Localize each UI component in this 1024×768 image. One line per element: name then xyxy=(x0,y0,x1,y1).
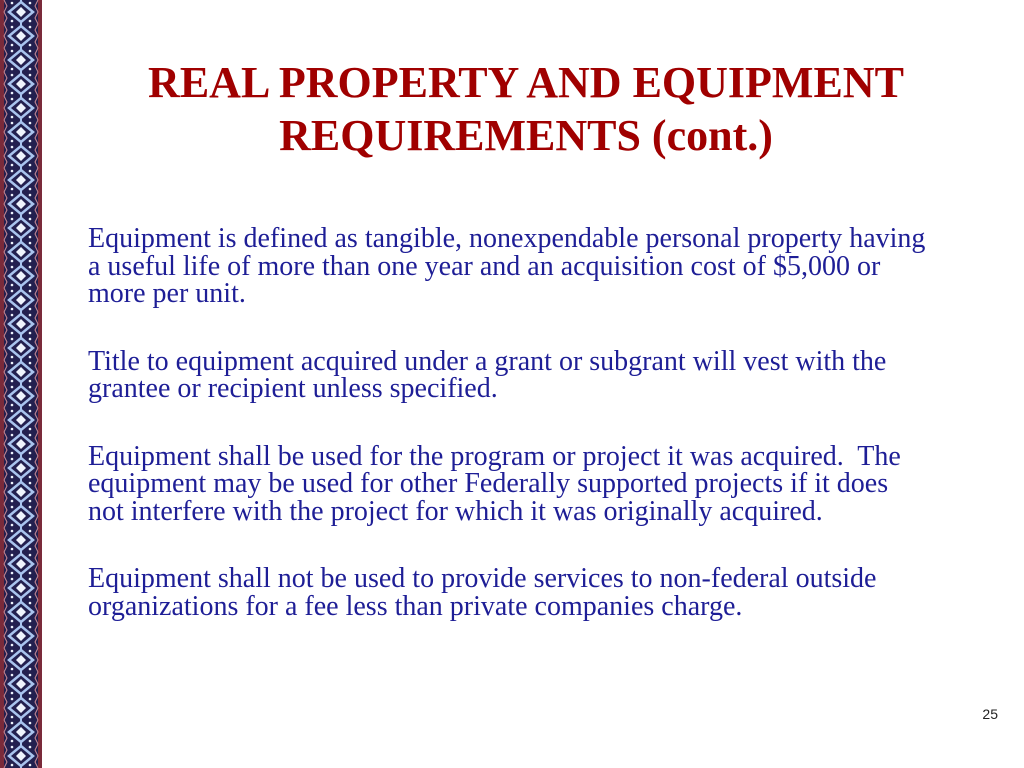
text-line: not interfere with the project for which it was originally acquired. xyxy=(88,495,823,527)
paragraph-title-to-equipment xyxy=(88,345,988,404)
paragraph-services-restriction xyxy=(88,565,988,620)
text-line: organizations for a fee less than private companies charge. xyxy=(88,590,743,622)
text-line: Equipment shall be used for the program or project it was acquired. The xyxy=(88,440,901,472)
page-number: 25 xyxy=(982,706,998,722)
paragraph-equipment-use xyxy=(88,440,988,527)
slide-title xyxy=(42,56,1010,162)
text-line: Equipment shall not be used to provide services to non-federal outside xyxy=(88,563,877,594)
text-line: grantee or recipient unless specified. xyxy=(88,373,498,404)
paragraph-equipment-definition xyxy=(88,225,988,308)
title-line: REAL PROPERTY AND EQUIPMENT xyxy=(148,58,904,107)
text-line: a useful life of more than one year and an acquisition cost of $5,000 or xyxy=(88,250,881,282)
text-line: more per unit. xyxy=(88,278,246,309)
title-line: REQUIREMENTS (cont.) xyxy=(279,111,773,160)
text-line: Title to equipment acquired under a grant or subgrant will vest with the xyxy=(88,345,887,377)
decorative-woven-border xyxy=(0,0,42,768)
text-line: Equipment is defined as tangible, nonexpendable personal property having xyxy=(88,223,926,254)
slide-body xyxy=(88,225,988,660)
text-line: equipment may be used for other Federally supported projects if it does xyxy=(88,468,889,499)
